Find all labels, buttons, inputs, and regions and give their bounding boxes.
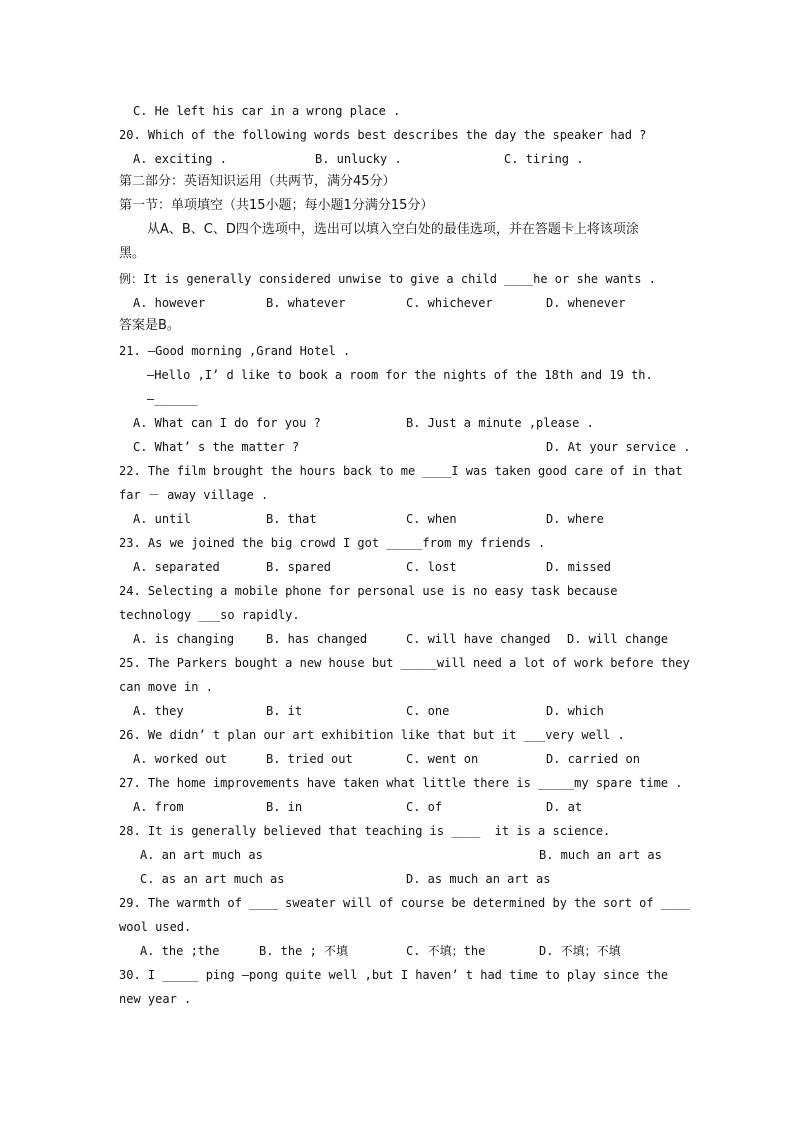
q21-dialog-2: —Hello ,I’ d like to book a room for the nights of the 18th and 19 th.: [147, 368, 653, 382]
q20-option-b: B. unlucky .: [315, 152, 402, 166]
q29-option-d: D. 不填；不填: [539, 944, 621, 958]
section1-heading: 第一节：单项填空（共15小题；每小题1分满分15分）: [119, 198, 434, 213]
q26-stem: 26. We didn’ t plan our art exhibition like that but it ___very well .: [119, 728, 625, 742]
q20-option-a: A. exciting .: [133, 152, 227, 166]
q23-option-a: A. separated: [133, 560, 220, 574]
q21-option-b: B. Just a minute ,please .: [406, 416, 594, 430]
q21-dialog-3: —______: [147, 392, 198, 406]
q22-option-c: C. when: [406, 512, 457, 526]
q22-stem-cont: far － away village .: [119, 488, 269, 502]
q21-option-a: A. What can I do for you ?: [133, 416, 321, 430]
q25-option-d: D. which: [546, 704, 604, 718]
q20-stem: 20. Which of the following words best describes the day the speaker had ?: [119, 128, 647, 142]
q25-stem-cont: can move in .: [119, 680, 213, 694]
q28-option-a: A. an art much as: [140, 848, 263, 862]
q19-option-c: C. He left his car in a wrong place .: [133, 104, 401, 118]
q27-stem: 27. The home improvements have taken what little there is _____my spare time .: [119, 776, 683, 790]
example-option-d: D. whenever: [546, 296, 626, 310]
q22-option-a: A. until: [133, 512, 191, 526]
q27-option-c: C. of: [406, 800, 443, 814]
q23-stem: 23. As we joined the big crowd I got _____from my friends .: [119, 536, 546, 550]
q29-stem: 29. The warmth of ____ sweater will of course be determined by the sort of ____: [119, 896, 690, 910]
q24-option-d: D. will change: [567, 632, 669, 646]
q26-option-b: B. tried out: [266, 752, 353, 766]
q30-stem-cont: new year .: [119, 992, 192, 1006]
q27-option-a: A. from: [133, 800, 184, 814]
q27-option-d: D. at: [546, 800, 583, 814]
instructions: 从A、B、C、D四个选项中，选出可以填入空白处的最佳选项，并在答题卡上将该项涂: [147, 222, 639, 237]
q21-option-d: D. At your service .: [546, 440, 691, 454]
q30-stem: 30. I _____ ping —pong quite well ,but I haven’ t had time to play since the: [119, 968, 669, 982]
q26-option-c: C. went on: [406, 752, 479, 766]
q28-option-d: D. as much an art as: [406, 872, 551, 886]
q29-option-c: C. 不填；the: [406, 944, 486, 958]
q23-option-b: B. spared: [266, 560, 332, 574]
q26-option-d: D. carried on: [546, 752, 640, 766]
example-option-a: A. however: [133, 296, 206, 310]
q23-option-c: C. lost: [406, 560, 457, 574]
example-option-b: B. whatever: [266, 296, 346, 310]
q22-option-b: B. that: [266, 512, 317, 526]
q25-option-c: C. one: [406, 704, 450, 718]
q28-option-b: B. much an art as: [539, 848, 662, 862]
q27-option-b: B. in: [266, 800, 303, 814]
q21-stem: 21. —Good morning ,Grand Hotel .: [119, 344, 351, 358]
q28-option-c: C. as an art much as: [140, 872, 285, 886]
q24-option-c: C. will have changed: [406, 632, 551, 646]
q22-stem: 22. The film brought the hours back to me ____I was taken good care of in that: [119, 464, 683, 478]
q25-stem: 25. The Parkers bought a new house but _____will need a lot of work before they: [119, 656, 690, 670]
instructions-cont: 黑。: [119, 246, 146, 261]
example-option-c: C. whichever: [406, 296, 493, 310]
q29-option-a: A. the ;the: [140, 944, 220, 958]
q24-option-a: A. is changing: [133, 632, 235, 646]
q24-stem: 24. Selecting a mobile phone for personal use is no easy task because: [119, 584, 618, 598]
q24-option-b: B. has changed: [266, 632, 368, 646]
q28-stem: 28. It is generally believed that teaching is ____ it is a science.: [119, 824, 611, 838]
example-stem: 例：It is generally considered unwise to give a child ____he or she wants .: [119, 272, 656, 286]
q23-option-d: D. missed: [546, 560, 612, 574]
part2-heading: 第二部分：英语知识运用（共两节，满分45分）: [119, 174, 396, 189]
example-answer: 答案是B。: [119, 318, 180, 333]
q21-option-c: C. What’ s the matter ?: [133, 440, 300, 454]
q29-stem-cont: wool used.: [119, 920, 192, 934]
q22-option-d: D. where: [546, 512, 604, 526]
q25-option-b: B. it: [266, 704, 303, 718]
q24-stem-cont: technology ___so rapidly.: [119, 608, 300, 622]
q26-option-a: A. worked out: [133, 752, 227, 766]
q25-option-a: A. they: [133, 704, 184, 718]
q29-option-b: B. the ; 不填: [259, 944, 349, 958]
q20-option-c: C. tiring .: [504, 152, 584, 166]
